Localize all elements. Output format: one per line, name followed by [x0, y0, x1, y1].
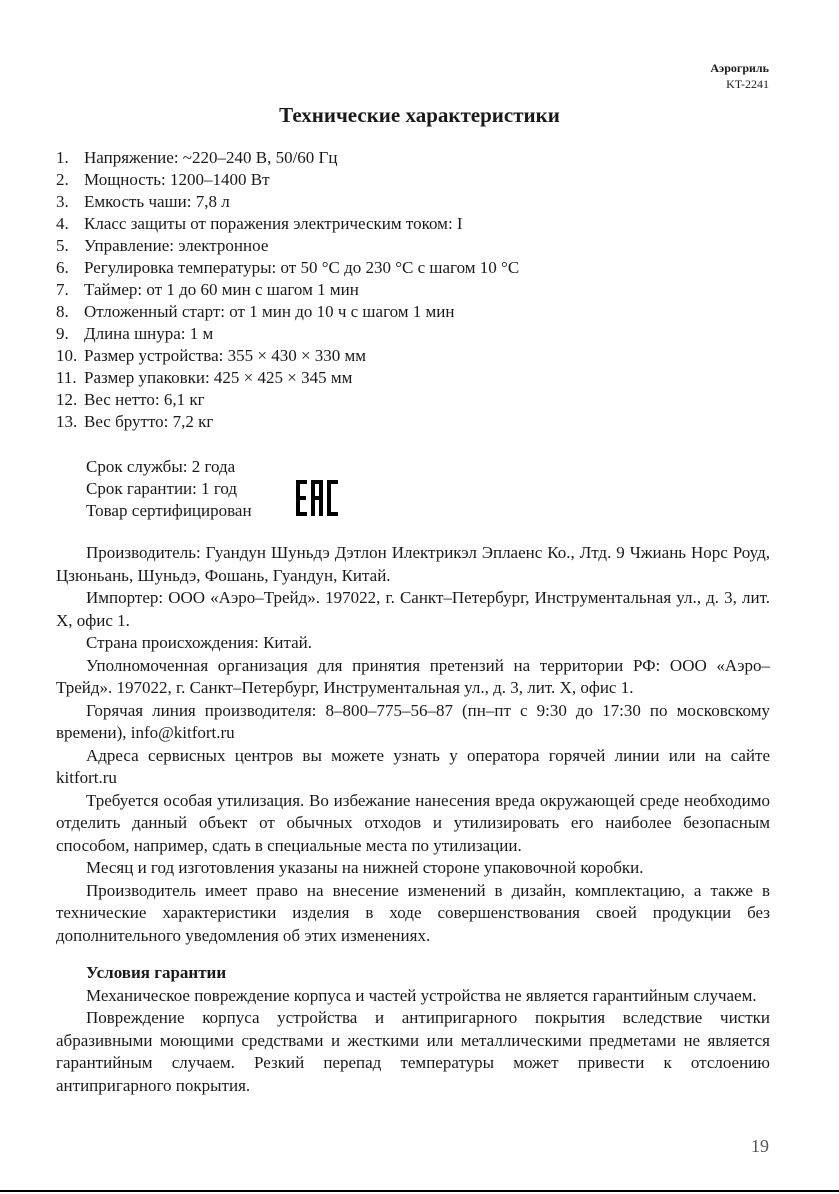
spec-item-number: 7.	[56, 280, 69, 299]
header-product-name: Аэрогриль	[710, 61, 769, 75]
spec-list	[56, 147, 519, 433]
warranty-paragraph-2: Повреждение корпуса устройства и антипригарного покрытия вследствие чистки абразивными моющими средствами и жесткими или металлическими предметами не является гарантийным случаем. Резкий перепад температуры может привести к отслоению антипригарного покрытия.	[56, 1008, 770, 1095]
page-number: 19	[751, 1136, 769, 1156]
warranty-heading: Условия гарантии	[86, 963, 227, 982]
spec-item-text: Емкость чаши: 7,8 л	[84, 192, 230, 211]
hotline-info: Горячая линия производителя: 8–800–775–56–87 (пн–пт с 9:30 до 17:30 по московскому времени), info@kitfort.ru	[56, 700, 770, 742]
spec-item	[56, 257, 519, 279]
spec-item-number: 2.	[56, 170, 69, 189]
spec-item-text: Длина шнура: 1 м	[84, 324, 214, 343]
spec-item	[56, 323, 519, 345]
spec-item	[56, 213, 519, 235]
spec-item	[56, 279, 519, 301]
authorized-org-info: Уполномоченная организация для принятия претензий на территории РФ: ООО «Аэро–Трейд». 197022, г. Санкт–Петербург, Инструментальная ул., д. 3, лит. Х, офис 1.	[56, 655, 770, 697]
service-certified: Товар сертифицирован	[86, 501, 252, 520]
spec-item-text: Размер устройства: 355 × 430 × 330 мм	[84, 346, 367, 365]
spec-item-number: 4.	[56, 214, 69, 233]
spec-item-text: Вес нетто: 6,1 кг	[84, 390, 205, 409]
page-title: Технические характеристики	[279, 103, 560, 127]
importer-info: Импортер: ООО «Аэро–Трейд». 197022, г. Санкт–Петербург, Инструментальная ул., д. 3, лит. Х, офис 1.	[56, 588, 770, 630]
service-lifetime: Срок службы: 2 года	[86, 457, 236, 476]
spec-item-number: 12.	[56, 390, 78, 409]
spec-item-number: 3.	[56, 192, 69, 211]
spec-item-text: Таймер: от 1 до 60 мин с шагом 1 мин	[84, 280, 359, 299]
spec-item-text: Напряжение: ~220–240 В, 50/60 Гц	[84, 148, 338, 167]
origin-info: Страна происхождения: Китай.	[86, 633, 313, 652]
spec-item-number: 10.	[56, 346, 78, 365]
spec-item-text: Отложенный старт: от 1 мин до 10 ч с шагом 1 мин	[84, 302, 455, 321]
spec-item	[56, 235, 519, 257]
spec-item	[56, 191, 519, 213]
spec-item	[56, 169, 519, 191]
warranty-section	[56, 962, 770, 1097]
spec-item-number: 5.	[56, 236, 69, 255]
legal-info	[56, 542, 770, 947]
disposal-info: Требуется особая утилизация. Во избежание нанесения вреда окружающей среде необходимо отделить данный объект от обычных отходов и утилизировать его наиболее безопасным способом, например, сдать в специальные места по утилизации.	[56, 790, 770, 855]
spec-item	[56, 389, 519, 411]
spec-item-number: 13.	[56, 412, 78, 431]
spec-item	[56, 367, 519, 389]
service-info	[86, 456, 252, 522]
manufacturer-info: Производитель: Гуандун Шуньдэ Дэтлон Илектрикэл Эплаенс Ко., Лтд. 9 Чжиань Норс Роуд, Цзюньань, Шуньдэ, Фошань, Гуандун, Китай.	[56, 543, 770, 585]
spec-item-text: Управление: электронное	[84, 236, 269, 255]
service-warranty-period: Срок гарантии: 1 год	[86, 479, 238, 498]
spec-item	[56, 301, 519, 323]
spec-item-text: Размер упаковки: 425 × 425 × 345 мм	[84, 368, 353, 387]
manufacture-date-info: Месяц и год изготовления указаны на нижней стороне упаковочной коробки.	[86, 858, 644, 877]
page-header	[710, 60, 769, 92]
spec-item-number: 11.	[56, 368, 77, 387]
spec-item-text: Регулировка температуры: от 50 °C до 230 °C с шагом 10 °C	[84, 258, 520, 277]
service-centers-info: Адреса сервисных центров вы можете узнать у оператора горячей линии или на сайте kitfort.ru	[56, 745, 770, 787]
header-model: KT-2241	[726, 77, 769, 91]
spec-item-number: 6.	[56, 258, 69, 277]
spec-item	[56, 345, 519, 367]
spec-item-number: 9.	[56, 324, 69, 343]
spec-item-number: 1.	[56, 148, 69, 167]
eac-certification-mark	[295, 478, 339, 518]
spec-item-text: Вес брутто: 7,2 кг	[84, 412, 214, 431]
warranty-paragraph-1: Механическое повреждение корпуса и частей устройства не является гарантийным случаем.	[86, 985, 757, 1005]
spec-item-text: Класс защиты от поражения электрическим током: I	[84, 214, 463, 233]
spec-item	[56, 147, 519, 169]
bottom-divider	[0, 1190, 839, 1192]
spec-item	[56, 411, 519, 433]
spec-item-number: 8.	[56, 302, 69, 321]
changes-info: Производитель имеет право на внесение изменений в дизайн, комплектацию, а также в технические характеристики изделия в ходе совершенствования своей продукции без дополнительного уведомления об этих изменениях.	[56, 880, 770, 945]
spec-item-text: Мощность: 1200–1400 Вт	[84, 170, 270, 189]
